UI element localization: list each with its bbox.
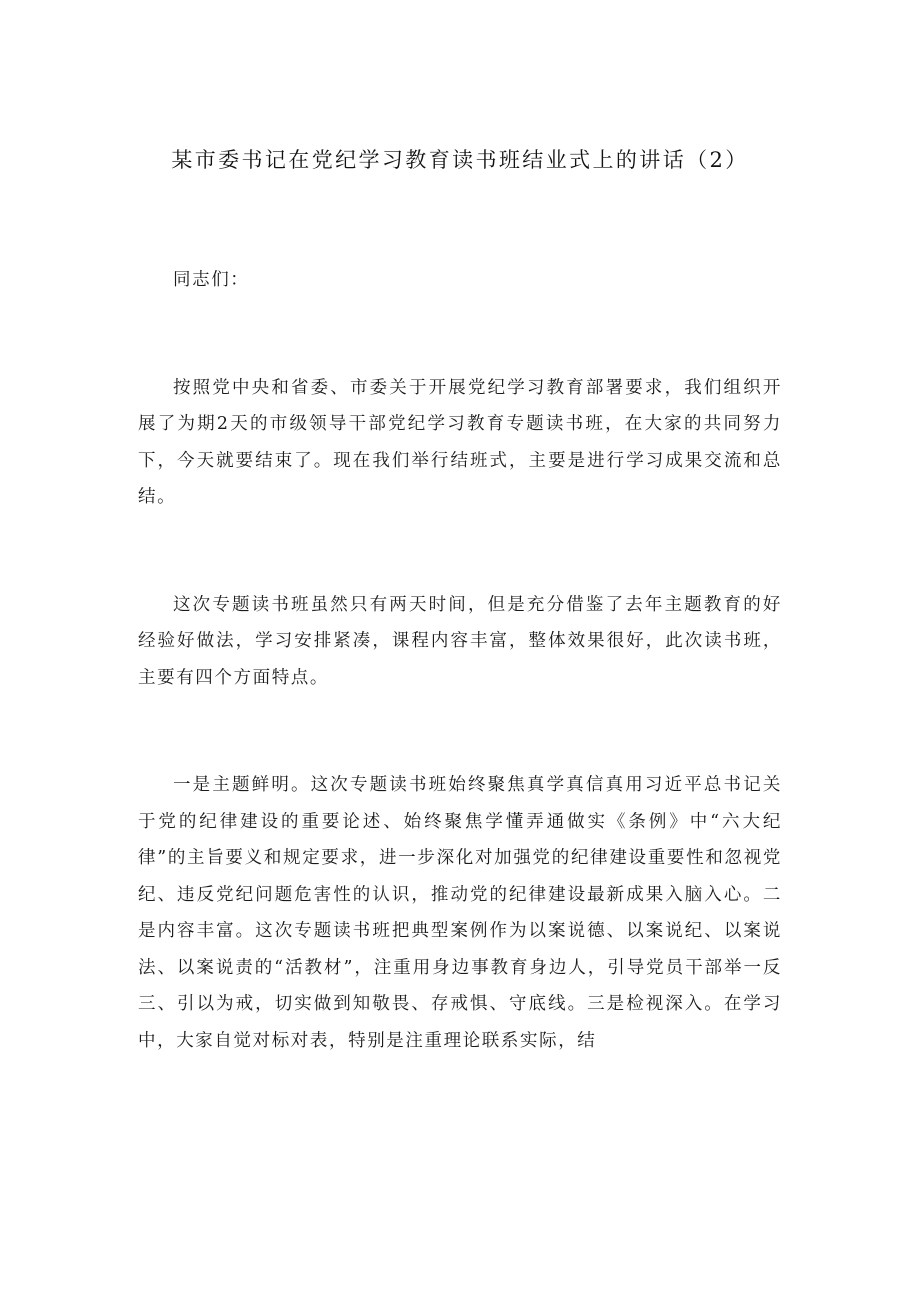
document-title: 某市委书记在党纪学习教育读书班结业式上的讲话（2） [171,148,749,172]
paragraph-2: 这次专题读书班虽然只有两天时间，但是充分借鉴了去年主题教育的好经验好做法，学习安排紧凑，课程内容丰富，整体效果很好，此次读书班，主要有四个方面特点。 [138,594,782,688]
paragraph-gap [138,516,782,587]
paragraph-1: 按照党中央和省委、市委关于开展党纪学习教育部署要求，我们组织开展了为期2天的市级领导干部党纪学习教育专题读书班，在大家的共同努力下，今天就要结束了。现在我们举行结班式，主要是进行学习成果交流和总结。 [138,377,782,507]
document-body [138,262,782,1059]
paragraph-3: 一是主题鲜明。这次专题读书班始终聚焦真学真信真用习近平总书记关于党的纪律建设的重要论述、始终聚焦学懂弄通做实《条例》中“六大纪律”的主旨要义和规定要求，进一步深化对加强党的纪律建设重要性和忽视党纪、违反党纪问题危害性的认识，推动党的纪律建设最新成果入脑入心。二是内容丰富。这次专题读书班把典型案例作为以案说德、以案说纪、以案说法、以案说责的“活教材”，注重用身边事教育身边人，引导党员干部举一反三、引以为戒，切实做到知敬畏、存戒惧、守底线。三是检视深入。在学习中，大家自觉对标对表，特别是注重理论联系实际，结 [138,775,782,1051]
salutation: 同志们： [173,270,250,290]
paragraph-gap [138,299,782,370]
paragraph-gap [138,696,782,767]
